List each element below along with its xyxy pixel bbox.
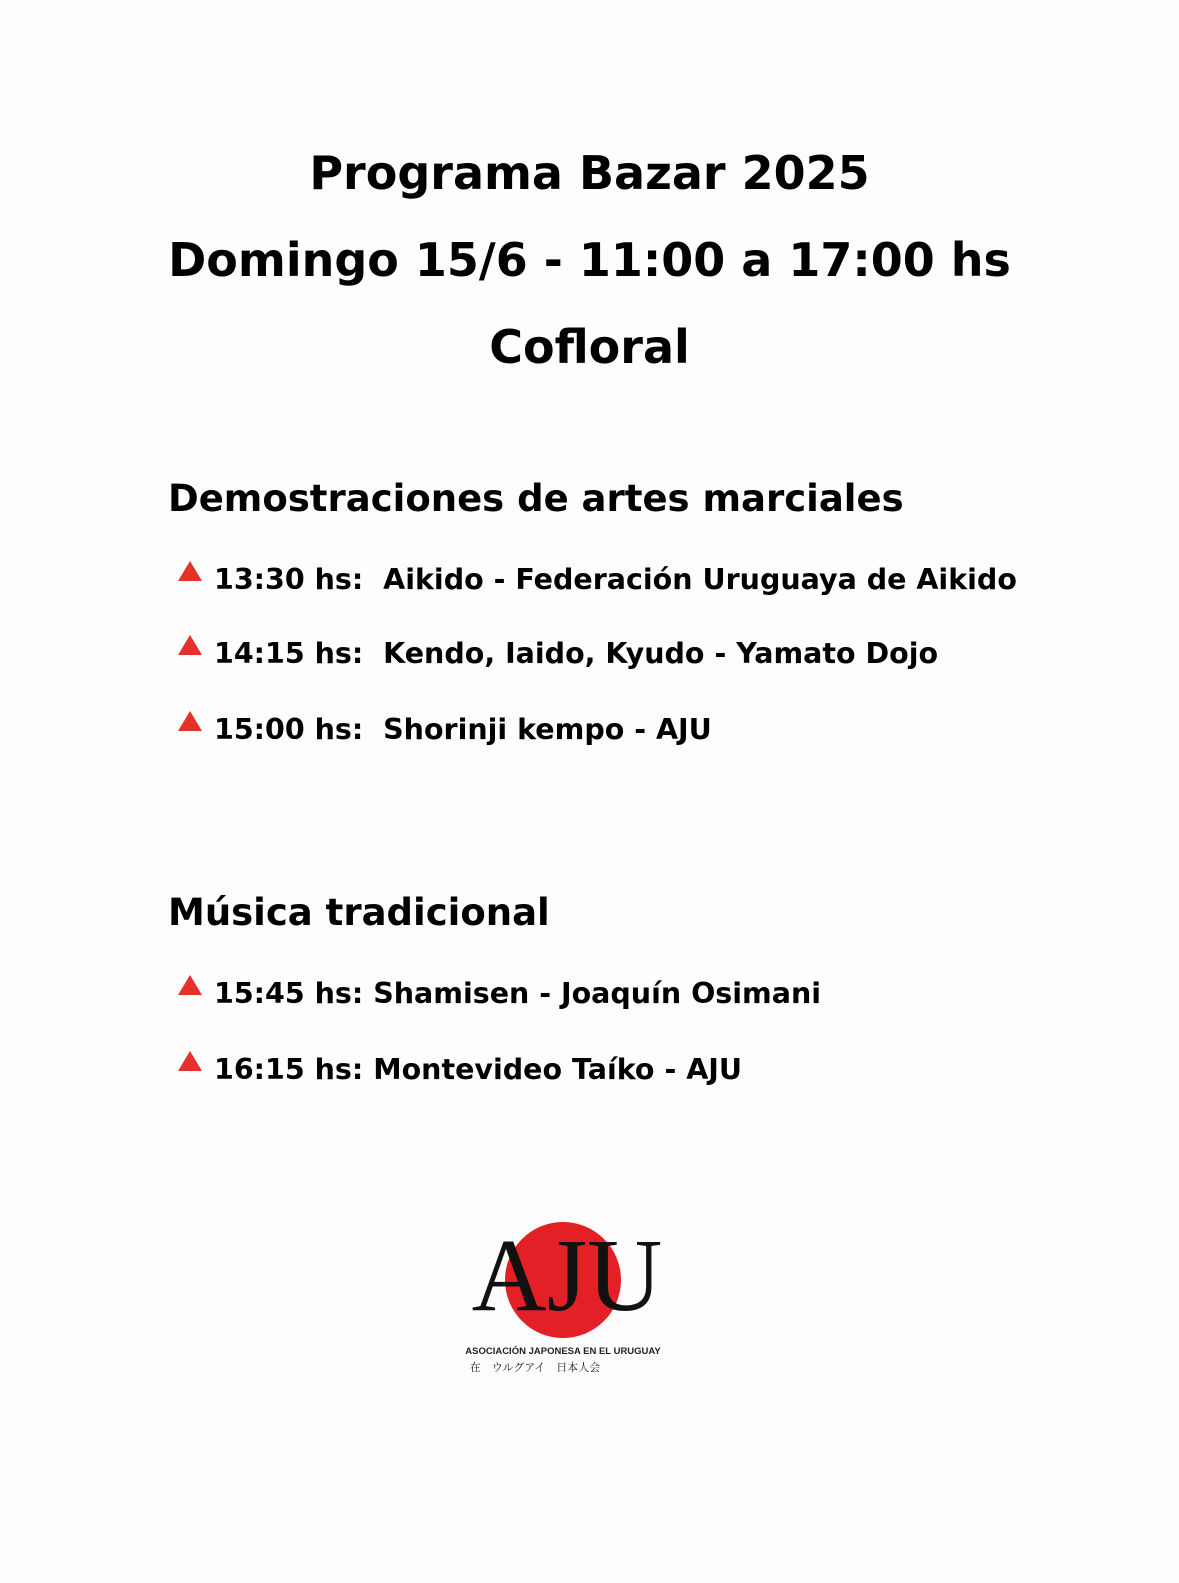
schedule-item [168, 556, 1028, 604]
red-triangle-icon [178, 1051, 202, 1071]
red-triangle-icon [178, 635, 202, 655]
logo-letters: AJU [471, 1218, 663, 1333]
schedule-item [168, 706, 1028, 754]
item-time: 15:45 hs: [214, 977, 374, 1010]
schedule-item [168, 630, 1028, 678]
section-title-martial-arts: Demostraciones de artes marciales [168, 477, 904, 520]
item-text: Shorinji kempo - AJU [383, 713, 712, 746]
martial-arts-section [168, 474, 1028, 754]
item-text: Shamisen - Joaquín Osimani [373, 977, 822, 1010]
item-time: 15:00 hs: [214, 713, 384, 746]
item-time: 14:15 hs: [214, 637, 384, 670]
page-header [0, 140, 1179, 401]
page-title: Programa Bazar 2025 [309, 146, 870, 200]
schedule-item [168, 970, 1028, 1018]
aju-logo [455, 1212, 685, 1382]
item-text: Aikido - Federación Uruguaya de Aikido [383, 563, 1017, 596]
event-date: Domingo 15/6 - 11:00 a 17:00 hs [168, 233, 1011, 287]
red-triangle-icon [178, 561, 202, 581]
logo-japanese: 在 ウルグアイ 日本人会 [469, 1361, 601, 1374]
item-text: Kendo, Iaido, Kyudo - Yamato Dojo [383, 637, 939, 670]
schedule-item [168, 1046, 1028, 1094]
event-venue: Cofloral [489, 320, 690, 374]
item-time: 16:15 hs: [214, 1053, 374, 1086]
section-title-music: Música tradicional [168, 891, 550, 934]
logo-org-name: ASOCIACIÓN JAPONESA EN EL URUGUAY [465, 1346, 661, 1357]
red-triangle-icon [178, 711, 202, 731]
music-section [168, 888, 1028, 1094]
red-triangle-icon [178, 975, 202, 995]
item-text: Montevideo Taíko - AJU [373, 1053, 742, 1086]
item-time: 13:30 hs: [214, 563, 384, 596]
